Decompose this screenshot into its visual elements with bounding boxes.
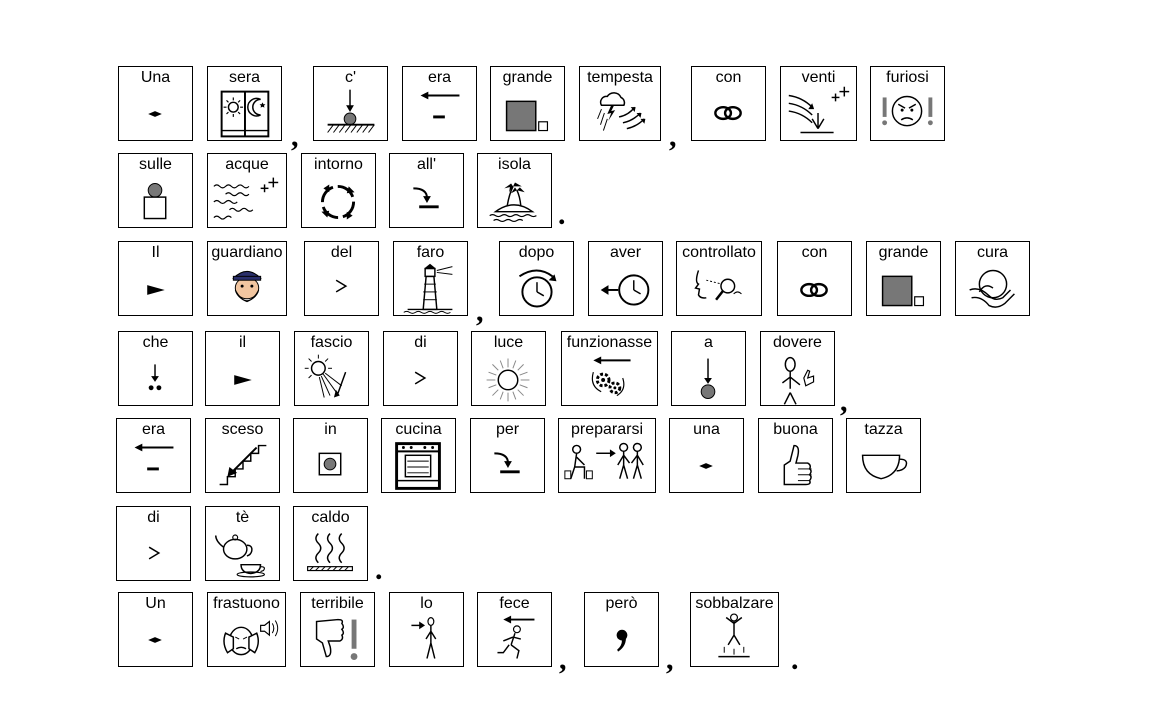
symbol-card-all bbox=[389, 153, 464, 228]
card-label: era bbox=[427, 69, 452, 86]
waters-icon bbox=[208, 174, 286, 228]
stairs-down-icon bbox=[206, 439, 279, 493]
pronoun-person-icon bbox=[390, 613, 463, 667]
card-label: del bbox=[330, 244, 353, 261]
symbol-card-c bbox=[313, 66, 388, 141]
angry-face-icon bbox=[871, 87, 944, 141]
punctuation-mark: , bbox=[666, 643, 674, 676]
card-label: a bbox=[704, 334, 713, 351]
card-label: buona bbox=[773, 421, 818, 438]
card-label: furiosi bbox=[886, 69, 929, 86]
masculine-article-icon bbox=[119, 262, 192, 316]
symbol-card-una-2 bbox=[669, 418, 744, 493]
symbol-card-era-2 bbox=[116, 418, 191, 493]
card-label: lo bbox=[420, 595, 433, 612]
noise-ears-icon bbox=[208, 613, 285, 667]
symbol-card-prepararsi bbox=[558, 418, 656, 493]
punctuation-mark: . bbox=[791, 643, 799, 676]
symbol-card-acque bbox=[207, 153, 287, 228]
symbol-card-caldo bbox=[293, 506, 368, 581]
card-label: tempesta bbox=[587, 69, 653, 86]
punctuation-mark: , bbox=[669, 120, 677, 153]
card-label: Il bbox=[151, 244, 160, 261]
island-icon bbox=[478, 174, 551, 228]
card-label: faro bbox=[416, 244, 445, 261]
past-arrow-icon bbox=[117, 439, 190, 493]
symbol-card-guardiano bbox=[207, 241, 287, 316]
card-label: all' bbox=[416, 156, 437, 173]
light-beam-icon bbox=[295, 352, 368, 406]
card-label: cucina bbox=[395, 421, 442, 438]
around-circle-icon bbox=[302, 174, 375, 228]
of-chevron-icon bbox=[384, 352, 457, 406]
linked-rings-icon bbox=[692, 87, 765, 141]
card-label: Un bbox=[145, 595, 166, 612]
keeper-face-icon bbox=[208, 262, 286, 316]
card-label: sobbalzare bbox=[695, 595, 774, 612]
article-marker-icon bbox=[119, 613, 192, 667]
card-label: acque bbox=[225, 156, 269, 173]
hot-steam-icon bbox=[294, 527, 367, 581]
card-label: guardiano bbox=[211, 244, 283, 261]
symbol-card-per bbox=[470, 418, 545, 493]
symbol-card-di bbox=[383, 331, 458, 406]
masculine-article-icon bbox=[206, 352, 279, 406]
symbol-card-sobbalzare bbox=[690, 592, 779, 667]
card-label: c' bbox=[344, 69, 357, 86]
card-label: caldo bbox=[311, 509, 350, 526]
card-label: per bbox=[495, 421, 520, 438]
card-label: funzionasse bbox=[566, 334, 653, 351]
article-marker-icon bbox=[670, 439, 743, 493]
after-clock-icon bbox=[500, 262, 573, 316]
symbol-card-il bbox=[118, 241, 193, 316]
punctuation-mark: , bbox=[840, 385, 848, 418]
care-hands-icon bbox=[956, 262, 1029, 316]
symbol-card-sulle bbox=[118, 153, 193, 228]
card-label: tazza bbox=[864, 421, 903, 438]
symbol-card-a bbox=[671, 331, 746, 406]
symbol-card-dovere bbox=[760, 331, 835, 406]
symbol-card-con bbox=[691, 66, 766, 141]
storm-cloud-icon bbox=[580, 87, 660, 141]
punctuation-mark: . bbox=[558, 198, 566, 231]
punctuation-mark: , bbox=[476, 295, 484, 328]
gears-working-icon bbox=[562, 352, 657, 406]
symbol-card-intorno bbox=[301, 153, 376, 228]
of-chevron-icon bbox=[117, 527, 190, 581]
stove-icon bbox=[382, 439, 455, 493]
symbol-card-tazza bbox=[846, 418, 921, 493]
symbol-card-una bbox=[118, 66, 193, 141]
cup-icon bbox=[847, 439, 920, 493]
symbol-card-di-2 bbox=[116, 506, 191, 581]
symbol-card-pero bbox=[584, 592, 659, 667]
symbol-card-terribile bbox=[300, 592, 375, 667]
card-label: aver bbox=[609, 244, 642, 261]
past-clock-icon bbox=[589, 262, 662, 316]
card-label: con bbox=[715, 69, 742, 86]
symbol-card-funzionasse bbox=[561, 331, 658, 406]
card-label: frastuono bbox=[213, 595, 280, 612]
card-label: intorno bbox=[314, 156, 363, 173]
symbol-card-il-2 bbox=[205, 331, 280, 406]
card-label: venti bbox=[801, 69, 836, 86]
card-label: grande bbox=[502, 69, 553, 86]
card-label: con bbox=[801, 244, 828, 261]
linked-rings-icon bbox=[778, 262, 851, 316]
big-square-icon bbox=[867, 262, 940, 316]
that-dots-icon bbox=[119, 352, 192, 406]
card-label: dovere bbox=[773, 334, 822, 351]
to-arrow-icon bbox=[471, 439, 544, 493]
card-label: sera bbox=[228, 69, 261, 86]
card-label: luce bbox=[493, 334, 524, 351]
card-label: sulle bbox=[139, 156, 172, 173]
card-label: fascio bbox=[310, 334, 353, 351]
symbol-card-controllato bbox=[676, 241, 762, 316]
punctuation-mark: , bbox=[559, 643, 567, 676]
inspect-magnifier-icon bbox=[677, 262, 761, 316]
symbol-card-era bbox=[402, 66, 477, 141]
symbol-card-fascio bbox=[294, 331, 369, 406]
did-running-icon bbox=[478, 613, 551, 667]
location-arrow-icon bbox=[314, 87, 387, 141]
symbol-card-in bbox=[293, 418, 368, 493]
symbol-card-te bbox=[205, 506, 280, 581]
symbol-card-venti bbox=[780, 66, 857, 141]
symbol-card-buona bbox=[758, 418, 833, 493]
card-label: di bbox=[414, 334, 427, 351]
card-label: cura bbox=[976, 244, 1009, 261]
symbol-card-grande bbox=[490, 66, 565, 141]
jump-person-icon bbox=[691, 613, 778, 667]
symbol-card-faro bbox=[393, 241, 468, 316]
inside-square-icon bbox=[294, 439, 367, 493]
of-chevron-icon bbox=[305, 262, 378, 316]
article-marker-icon bbox=[119, 87, 192, 141]
card-label: in bbox=[324, 421, 337, 438]
card-label: sceso bbox=[221, 421, 264, 438]
punctuation-mark: . bbox=[375, 553, 383, 586]
symbol-card-sceso bbox=[205, 418, 280, 493]
symbol-card-con-2 bbox=[777, 241, 852, 316]
card-label: dopo bbox=[518, 244, 555, 261]
symbol-card-luce bbox=[471, 331, 546, 406]
symbol-card-tempesta bbox=[579, 66, 661, 141]
card-label: prepararsi bbox=[570, 421, 644, 438]
symbol-card-dopo bbox=[499, 241, 574, 316]
comma-however-icon bbox=[585, 613, 658, 667]
teapot-icon bbox=[206, 527, 279, 581]
getting-ready-icon bbox=[559, 439, 655, 493]
thumbs-up-icon bbox=[759, 439, 832, 493]
symbol-card-frastuono bbox=[207, 592, 286, 667]
card-label: grande bbox=[878, 244, 929, 261]
card-label: Una bbox=[140, 69, 171, 86]
card-label: che bbox=[142, 334, 169, 351]
sun-light-icon bbox=[472, 352, 545, 406]
on-top-icon bbox=[119, 174, 192, 228]
strong-wind-icon bbox=[781, 87, 856, 141]
card-label: isola bbox=[498, 156, 531, 173]
symbol-card-aver bbox=[588, 241, 663, 316]
evening-window-icon bbox=[208, 87, 281, 141]
symbol-card-isola bbox=[477, 153, 552, 228]
card-label: terribile bbox=[311, 595, 364, 612]
symbol-card-che bbox=[118, 331, 193, 406]
card-label: fece bbox=[499, 595, 530, 612]
symbol-card-cura bbox=[955, 241, 1030, 316]
symbol-card-grande-2 bbox=[866, 241, 941, 316]
card-label: di bbox=[147, 509, 160, 526]
card-label: tè bbox=[235, 509, 250, 526]
to-arrow-icon bbox=[390, 174, 463, 228]
symbol-card-fece bbox=[477, 592, 552, 667]
duty-person-icon bbox=[761, 352, 834, 406]
card-label: era bbox=[141, 421, 166, 438]
punctuation-mark: , bbox=[291, 120, 299, 153]
past-arrow-icon bbox=[403, 87, 476, 141]
card-label: il bbox=[238, 334, 247, 351]
symbol-card-sera bbox=[207, 66, 282, 141]
symbol-card-furiosi bbox=[870, 66, 945, 141]
symbol-card-lo bbox=[389, 592, 464, 667]
symbol-card-cucina bbox=[381, 418, 456, 493]
card-label: però bbox=[605, 595, 638, 612]
big-square-icon bbox=[491, 87, 564, 141]
card-label: controllato bbox=[682, 244, 756, 261]
thumbs-down-icon bbox=[301, 613, 374, 667]
to-point-icon bbox=[672, 352, 745, 406]
card-label: una bbox=[693, 421, 720, 438]
symbol-card-del bbox=[304, 241, 379, 316]
symbol-card-un bbox=[118, 592, 193, 667]
lighthouse-icon bbox=[394, 262, 467, 316]
